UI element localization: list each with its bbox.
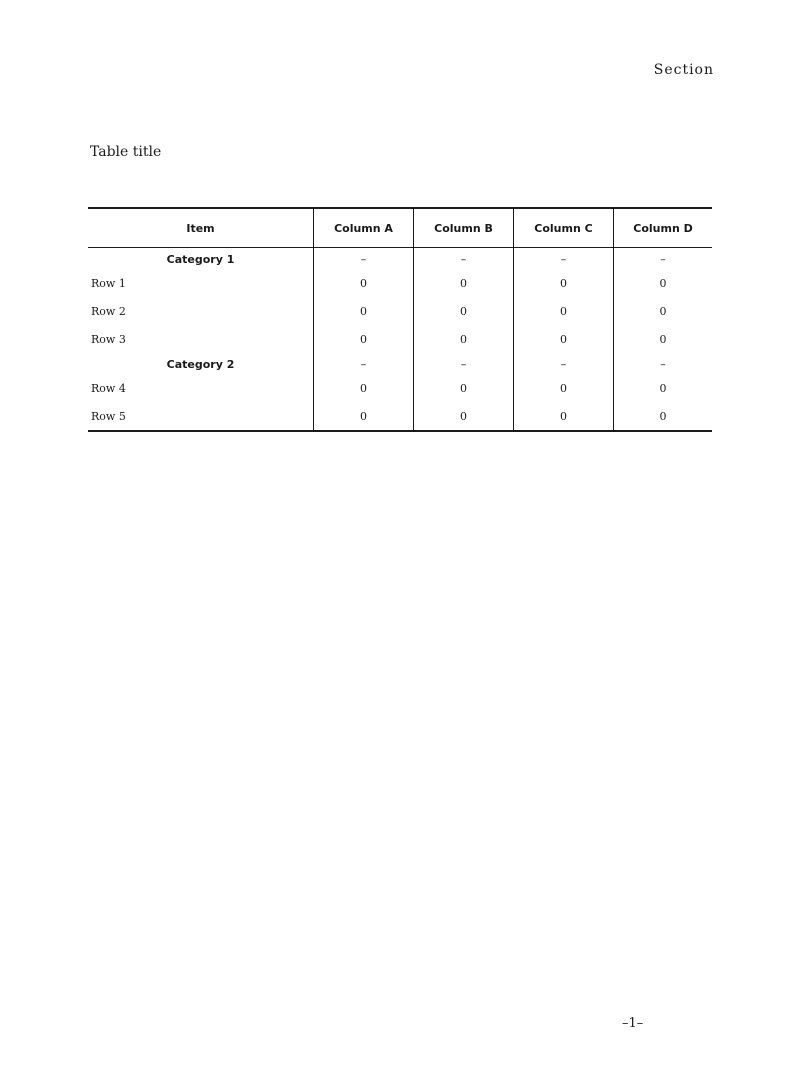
cell-col-d: 0 (613, 298, 712, 326)
page-number: –1– (622, 1016, 644, 1031)
cell-col-a: 0 (313, 375, 413, 403)
cell-item: Row 2 (91, 305, 126, 319)
header-item: Item (186, 221, 215, 235)
cell-col-b: 0 (413, 403, 513, 431)
cell-col-c: 0 (513, 270, 613, 298)
cell-col-c: 0 (513, 325, 613, 353)
cell-col-b: 0 (413, 375, 513, 403)
category-row (88, 353, 712, 375)
table-row (88, 325, 712, 353)
cell-item: Category 1 (166, 252, 235, 266)
section-label: Section (653, 62, 714, 78)
header-col-b: Column B (413, 209, 513, 247)
cell-item: Category 2 (166, 357, 235, 371)
cell-item: Row 1 (91, 277, 126, 291)
cell-col-b: – (413, 248, 513, 270)
data-table (88, 207, 712, 432)
cell-col-c: – (513, 353, 613, 375)
cell-col-a: 0 (313, 403, 413, 431)
cell-col-a: 0 (313, 270, 413, 298)
cell-col-d: 0 (613, 325, 712, 353)
cell-col-a: 0 (313, 325, 413, 353)
cell-col-b: – (413, 353, 513, 375)
cell-col-d: 0 (613, 403, 712, 431)
header-col-a: Column A (313, 209, 413, 247)
cell-col-a: 0 (313, 298, 413, 326)
table-row (88, 298, 712, 326)
cell-col-d: 0 (613, 270, 712, 298)
cell-col-d: – (613, 248, 712, 270)
cell-col-c: 0 (513, 298, 613, 326)
table-row (88, 403, 712, 431)
cell-col-c: 0 (513, 403, 613, 431)
table-header (88, 207, 712, 248)
table-title: Table title (90, 144, 162, 160)
cell-item: Row 3 (91, 332, 126, 346)
cell-col-b: 0 (413, 270, 513, 298)
table-row (88, 270, 712, 298)
table-body (88, 248, 712, 432)
cell-item: Row 5 (91, 410, 126, 424)
category-row (88, 248, 712, 270)
cell-col-c: – (513, 248, 613, 270)
cell-col-b: 0 (413, 325, 513, 353)
cell-item: Row 4 (91, 382, 126, 396)
header-col-d: Column D (613, 209, 712, 247)
table-row (88, 375, 712, 403)
header-col-c: Column C (513, 209, 613, 247)
cell-col-d: – (613, 353, 712, 375)
cell-col-a: – (313, 248, 413, 270)
cell-col-a: – (313, 353, 413, 375)
cell-col-b: 0 (413, 298, 513, 326)
cell-col-c: 0 (513, 375, 613, 403)
cell-col-d: 0 (613, 375, 712, 403)
